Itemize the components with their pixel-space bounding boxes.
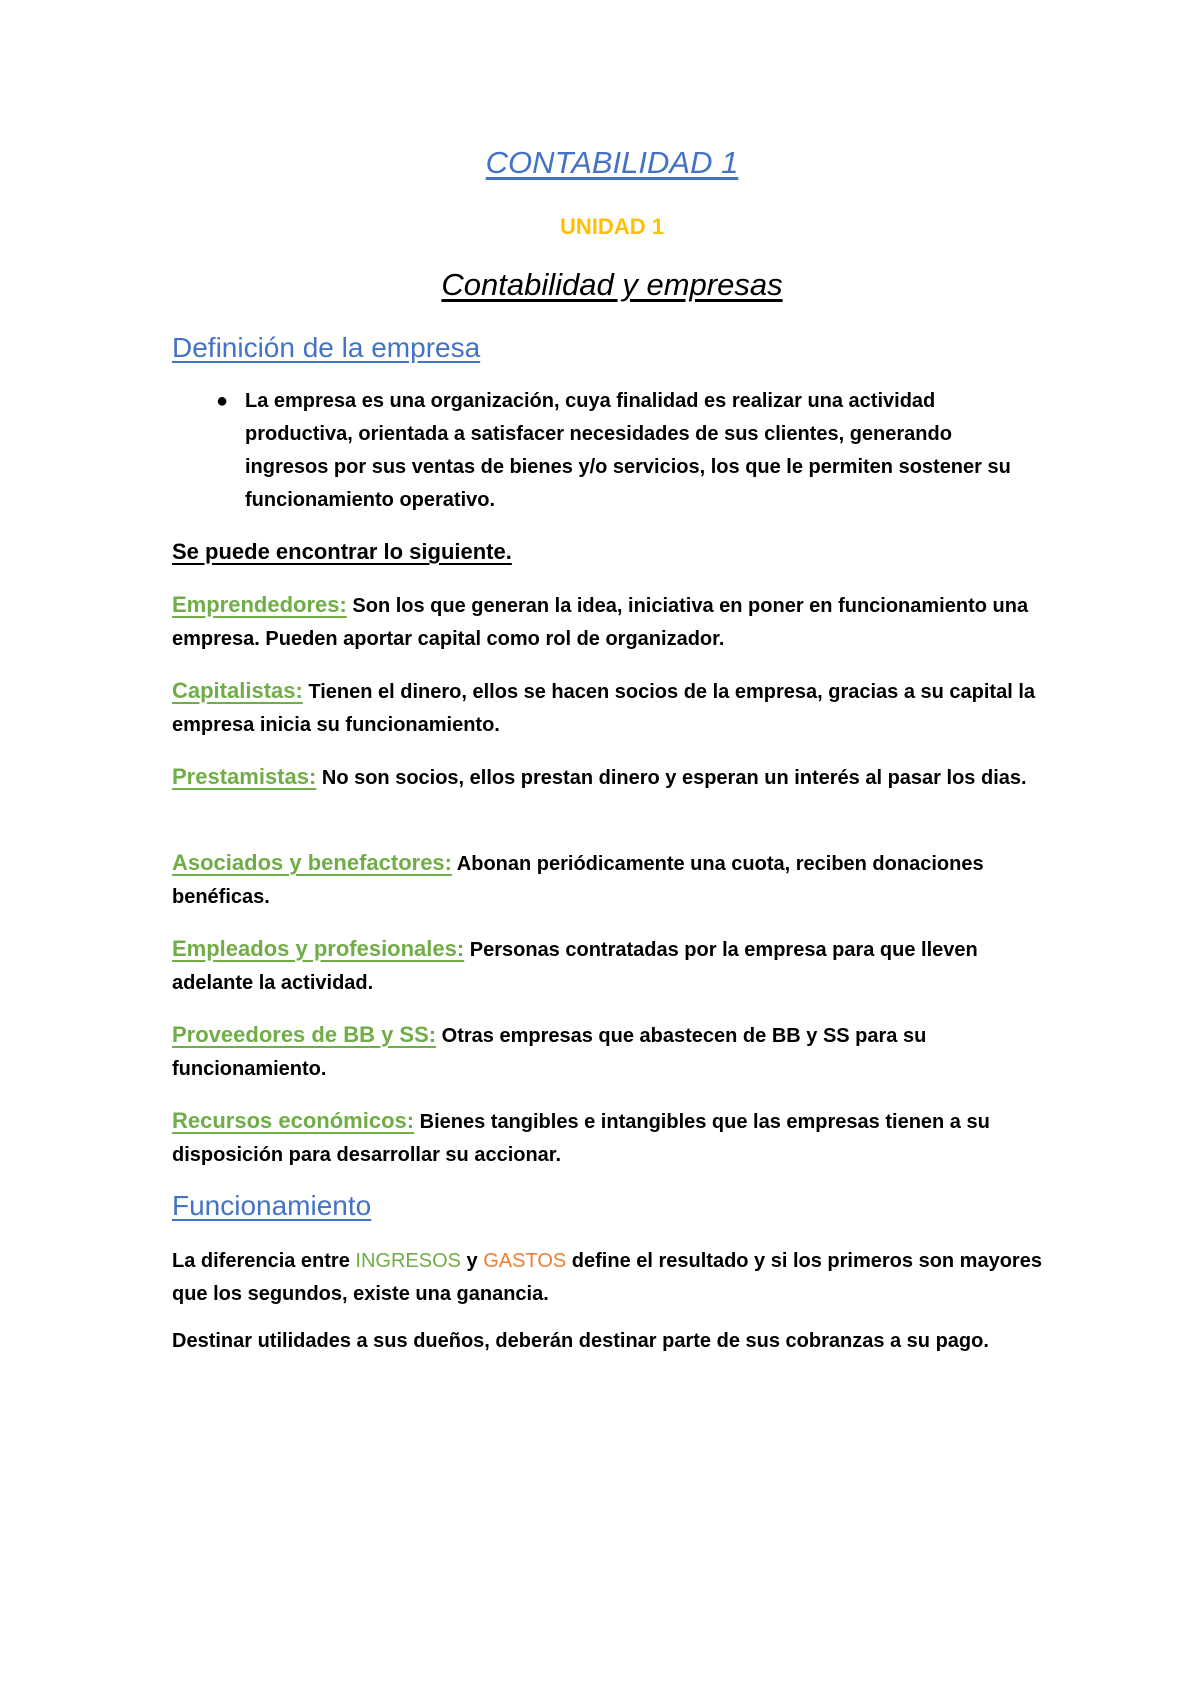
definition-text: Otras empresas que abastecen de BB y SS para su funcionamiento. [172, 1025, 927, 1080]
paragraph-text: define el resultado y si los primeros son mayores que los segundos, existe una ganancia. [172, 1250, 1042, 1305]
definition-item [172, 846, 1052, 914]
bullet-text: La empresa es una organización, cuya finalidad es realizar una actividad productiva, orientada a satisfacer necesidades de sus clientes, generando ingresos por sus ventas de bienes y/o servicios, los que le permiten sostener su funcionamiento operativo. [245, 390, 1011, 511]
document-title: CONTABILIDAD 1 [485, 145, 739, 180]
section-heading-definicion: Definición de la empresa [172, 332, 481, 363]
definition-term: Empleados y profesionales: [172, 936, 465, 961]
definition-item [172, 760, 1052, 795]
definition-term: Emprendedores: [172, 592, 347, 617]
definition-term: Proveedores de BB y SS: [172, 1022, 437, 1047]
document-subtitle: Contabilidad y empresas [441, 267, 783, 302]
definition-text: Son los que generan la idea, iniciativa en poner en funcionamiento una empresa. Pueden aportar capital como rol de organizador. [172, 595, 1029, 650]
unit-label: UNIDAD 1 [560, 214, 664, 239]
paragraph-text: y [460, 1250, 484, 1272]
definition-item [172, 674, 1052, 742]
expense-keyword: GASTOS [483, 1250, 567, 1272]
income-keyword: INGRESOS [355, 1250, 461, 1272]
definition-item [172, 1018, 1052, 1086]
definition-item [172, 588, 1052, 656]
definition-term: Capitalistas: [172, 678, 303, 703]
definition-text: Bienes tangibles e intangibles que las empresas tienen a su disposición para desarrollar su accionar. [172, 1111, 990, 1166]
definition-term: Prestamistas: [172, 764, 317, 789]
definition-text: Abonan periódicamente una cuota, reciben donaciones benéficas. [172, 853, 984, 908]
utilidades-paragraph: Destinar utilidades a sus dueños, deberán destinar parte de sus cobranzas a su pago. [172, 1330, 989, 1352]
section-heading-funcionamiento: Funcionamiento [172, 1190, 372, 1221]
definition-text: Tienen el dinero, ellos se hacen socios de la empresa, gracias a su capital la empresa inicia su funcionamiento. [172, 681, 1036, 736]
paragraph-text: La diferencia entre [172, 1250, 356, 1272]
funcionamiento-paragraph [172, 1245, 1052, 1311]
bullet-icon: ● [216, 390, 229, 412]
definition-text: No son socios, ellos prestan dinero y esperan un interés al pasar los dias. [316, 767, 1027, 789]
definition-term: Asociados y benefactores: [172, 850, 452, 875]
definition-term: Recursos económicos: [172, 1108, 415, 1133]
definition-item [172, 932, 1052, 1000]
list-heading: Se puede encontrar lo siguiente. [172, 539, 512, 564]
definition-item [172, 1104, 1052, 1172]
definition-text: Personas contratadas por la empresa para que lleven adelante la actividad. [172, 939, 978, 994]
